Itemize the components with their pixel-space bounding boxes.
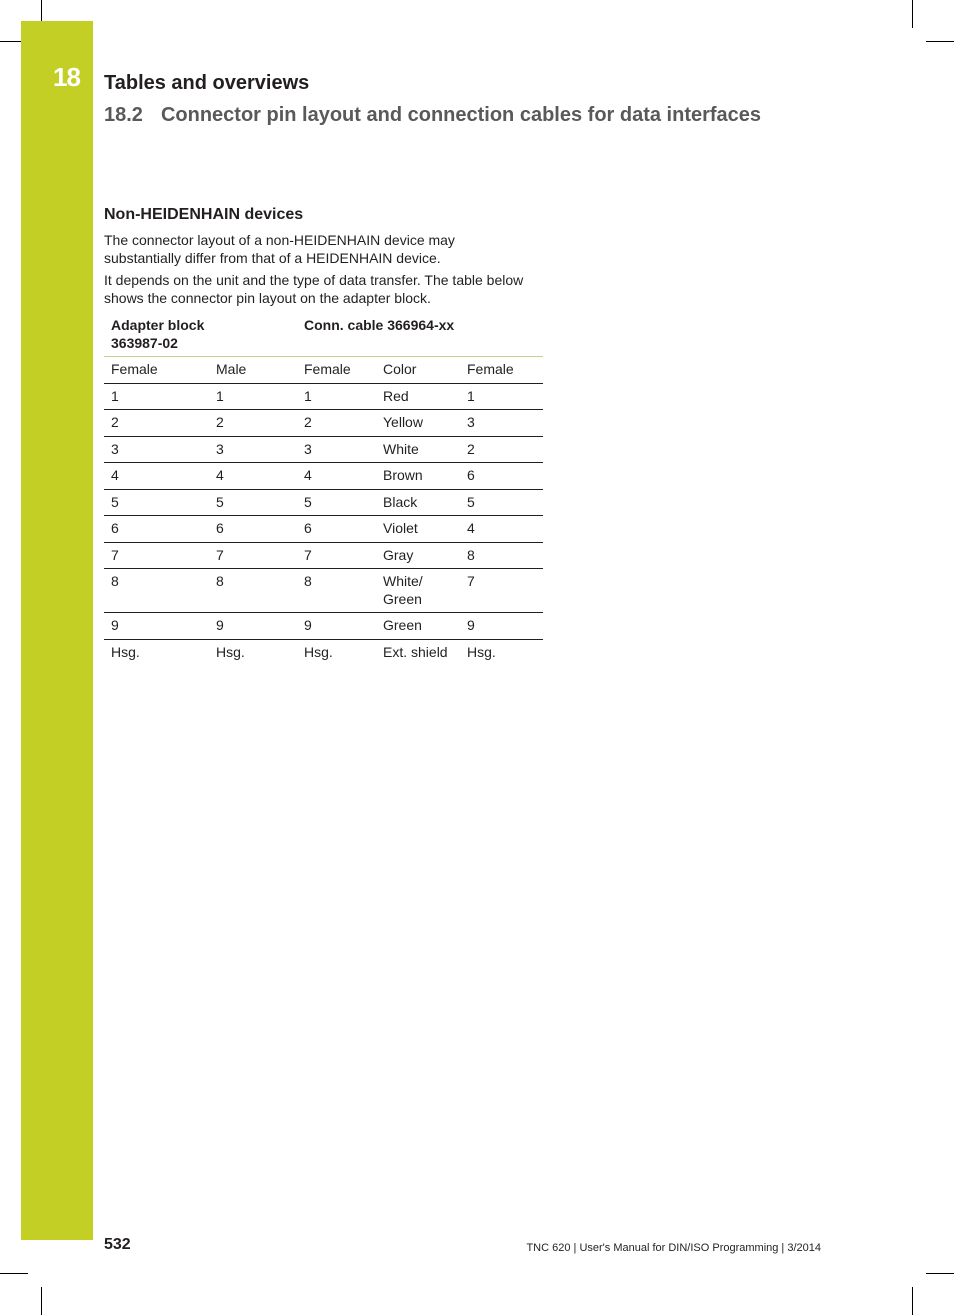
table-cell: 4 [297,463,376,490]
group-header: Adapter block 363987-02 [111,317,205,351]
table-cell: White/ Green [376,569,460,613]
crop-mark [0,1273,28,1274]
column-header: Color [376,357,460,384]
table-cell: 8 [460,542,543,569]
table-cell: 3 [460,410,543,437]
chapter-title: Tables and overviews [104,72,310,94]
table-cell: 6 [104,516,209,543]
table-row [104,436,543,463]
section-heading [104,104,761,127]
section-title: Connector pin layout and connection cables for data interfaces [160,104,762,126]
table-cell: 2 [209,410,297,437]
table-cell: 8 [209,569,297,613]
column-header: Female [104,357,209,384]
crop-mark [0,41,21,42]
table-cell: 3 [104,436,209,463]
table-cell: White [376,436,460,463]
pin-layout-table [104,314,543,665]
section-number: 18.2 [104,104,143,126]
table-cell: 5 [104,489,209,516]
table-cell: 5 [297,489,376,516]
table-cell: 7 [209,542,297,569]
table-cell: 1 [460,383,543,410]
crop-mark [912,0,913,28]
table-cell: 9 [104,613,209,640]
table-cell: Hsg. [304,643,333,660]
subheading: Non-HEIDENHAIN devices [104,206,304,223]
table-cell: 5 [460,489,543,516]
page-number: 532 [104,1236,131,1253]
table-cell: 4 [104,463,209,490]
table-row [104,542,543,569]
crop-mark [926,41,954,42]
table-row [104,410,543,437]
column-header: Male [209,357,297,384]
table-cell: Green [376,613,460,640]
paragraph: The connector layout of a non-HEIDENHAIN device may substantially differ from that of a HEIDENHAIN device. [104,232,455,266]
table-cell: 9 [460,613,543,640]
crop-mark [41,0,42,21]
table-cell: 5 [209,489,297,516]
table-cell: 1 [104,383,209,410]
crop-mark [926,1273,954,1274]
crop-mark [912,1287,913,1315]
table-cell: 8 [297,569,376,613]
table-row [104,383,543,410]
column-header: Female [460,357,543,384]
table-row [104,569,543,613]
table-cell: Violet [376,516,460,543]
table-cell: 2 [460,436,543,463]
table-cell: 1 [297,383,376,410]
table-row [104,516,543,543]
table-row [104,489,543,516]
table-cell: 8 [104,569,209,613]
table-cell: 4 [209,463,297,490]
paragraph: It depends on the unit and the type of data transfer. The table below shows the connector pin layout on the adapter block. [104,272,524,306]
crop-mark [41,1287,42,1315]
group-header: Conn. cable 366964-xx [304,317,455,333]
footer-text: TNC 620 | User's Manual for DIN/ISO Programming | 3/2014 [526,1242,821,1254]
table-cell: Ext. shield [383,643,448,660]
table-cell: 2 [297,410,376,437]
table-cell: 9 [297,613,376,640]
table-row [104,463,543,490]
table-cell: 7 [297,542,376,569]
chapter-number: 18 [53,62,80,92]
table-cell: 3 [209,436,297,463]
table-cell: 6 [297,516,376,543]
table-group-header [104,314,543,357]
table-cell: 9 [209,613,297,640]
table-row [104,613,543,640]
table-cell: Hsg. [111,643,140,660]
column-header: Female [297,357,376,384]
table-cell: Yellow [376,410,460,437]
table-cell: 7 [104,542,209,569]
table-cell: Brown [376,463,460,490]
table-cell: 3 [297,436,376,463]
table-cell: 4 [460,516,543,543]
table-column-header [104,357,543,384]
table-cell: 6 [209,516,297,543]
table-row [104,639,543,665]
table-cell: Hsg. [467,643,496,660]
table-cell: Hsg. [216,643,245,660]
table-cell: 2 [104,410,209,437]
table-cell: 7 [460,569,543,613]
chapter-band [21,21,93,1240]
table-cell: Red [376,383,460,410]
table-cell: 6 [460,463,543,490]
table-cell: Gray [376,542,460,569]
table-cell: 1 [209,383,297,410]
table-cell: Black [376,489,460,516]
